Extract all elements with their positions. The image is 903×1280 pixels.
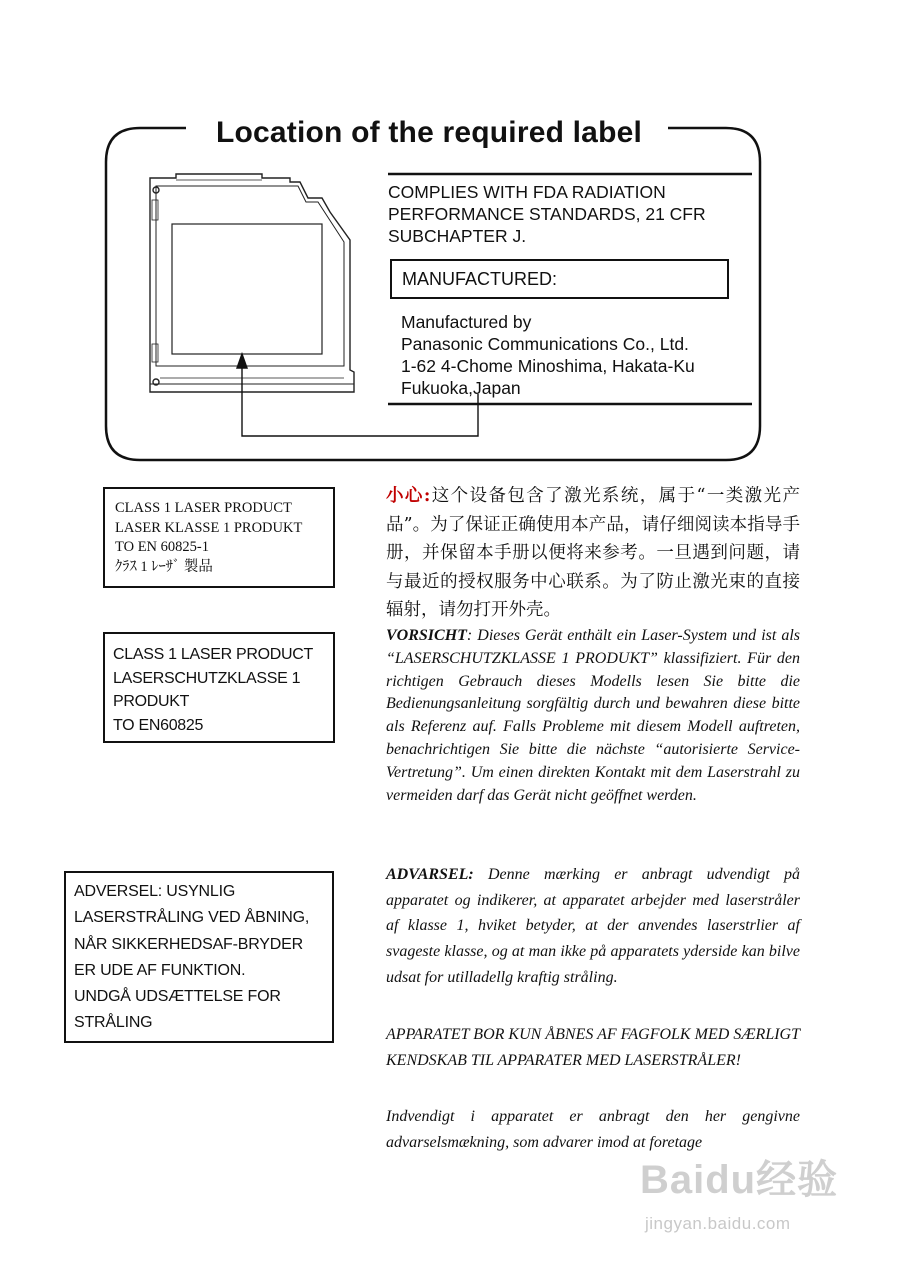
label-line: NÅR SIKKERHEDSAF-BRYDER <box>74 935 303 953</box>
label-line: LASERSTRÅLING VED ÅBNING, <box>74 909 310 927</box>
label-line: STRÅLING <box>74 1014 153 1032</box>
address-line: Manufactured by <box>401 312 532 332</box>
danish-tail-paragraph: Indvendigt i apparatet er anbragt den her gengivne advarselsmækning, som advarer imod at foretage <box>386 1108 800 1151</box>
label-line: ADVERSEL: USYNLIG <box>74 883 236 900</box>
label-line: PRODUKT <box>113 693 190 710</box>
danish-warning-heading: ADVARSEL: <box>386 866 474 883</box>
label-line: UNDGÅ UDSÆTTELSE FOR <box>74 988 281 1006</box>
label-line: CLASS 1 LASER PRODUCT <box>115 500 292 516</box>
class1-laserschutz-label <box>103 632 335 743</box>
class1-laser-label <box>103 487 335 588</box>
fda-compliance-text <box>388 181 748 247</box>
label-line: TO EN 60825-1 <box>115 539 209 555</box>
baidu-watermark-logo: Baidu经验 <box>640 1158 839 1202</box>
chinese-caution-paragraph <box>386 482 800 625</box>
page-title: Location of the required label <box>190 113 668 153</box>
address-line: 1-62 4-Chome Minoshima, Hakata-Ku <box>401 356 695 376</box>
danish-caps-warning: APPARATET BOR KUN ÅBNES AF FAGFOLK MED SÆRLIGT KENDSKAB TIL APPARATER MED LASERSTRÅLER! <box>386 1026 800 1069</box>
label-line: ｸﾗｽ 1 ﾚｰｻﾞ 製品 <box>115 558 213 575</box>
manufacturer-address <box>401 311 751 399</box>
chinese-caution-text: 这个设备包含了激光系统，属于“一类激光产品”。为了保证正确使用本产品，请仔细阅读本指导手册，并保留本手册以便将来参考。一旦遇到问题，请与最近的授权服务中心联系。为了防止激光束的直接辐射，请勿打开外壳。 <box>386 486 800 621</box>
label-line: LASERSCHUTZKLASSE 1 <box>113 669 301 687</box>
optical-drive-illustration <box>150 174 354 392</box>
address-line: Fukuoka,Japan <box>401 378 521 398</box>
address-line: Panasonic Communications Co., Ltd. <box>401 334 689 354</box>
adversel-warning-label <box>64 871 334 1043</box>
chinese-caution-heading: 小心: <box>386 486 431 506</box>
label-line: LASER KLASSE 1 PRODUKT <box>115 519 303 536</box>
label-line: ER UDE AF FUNKTION. <box>74 961 246 979</box>
label-line: TO EN60825 <box>113 716 204 734</box>
manufactured-box: MANUFACTURED: <box>390 259 729 299</box>
fda-line: PERFORMANCE STANDARDS, 21 CFR <box>388 204 706 224</box>
baidu-watermark-url: jingyan.baidu.com <box>645 1214 791 1233</box>
fda-line: COMPLIES WITH FDA RADIATION <box>388 182 666 202</box>
danish-warning-text: Denne mærking er anbragt udvendigt på apparatet og indikerer, at apparatet arbejder med laserstråler af klasse 1, hviket betyder, at der anvendes laserstrlier af svageste klasse, og at man ikke på apparatets yderside kan bilve udsat for utilladellg kraftig stråling. <box>386 866 800 986</box>
german-caution-paragraph <box>386 625 800 807</box>
german-caution-heading: VORSICHT <box>386 627 467 644</box>
fda-line: SUBCHAPTER J. <box>388 226 527 246</box>
danish-warning-paragraph <box>386 862 800 991</box>
label-line: CLASS 1 LASER PRODUCT <box>113 646 313 663</box>
german-caution-text: : Dieses Gerät enthält ein Laser-System und ist als “LASERSCHUTZKLASSE 1 PRODUKT” klassifiziert. Für den richtigen Gebrauch dieses Modells lesen Sie bitte die Bedienungsanleitung sorgfältig durch und bewahren diese bitte als Referenz auf. Falls Probleme mit diesem Modell auftreten, benachrichtigen Sie bitte die nächste “autorisierte Service-Vertretung”. Um einen direkten Kontakt mit dem Laserstrahl zu vermeiden darf das Gerät nicht geöffnet werden. <box>386 627 800 804</box>
